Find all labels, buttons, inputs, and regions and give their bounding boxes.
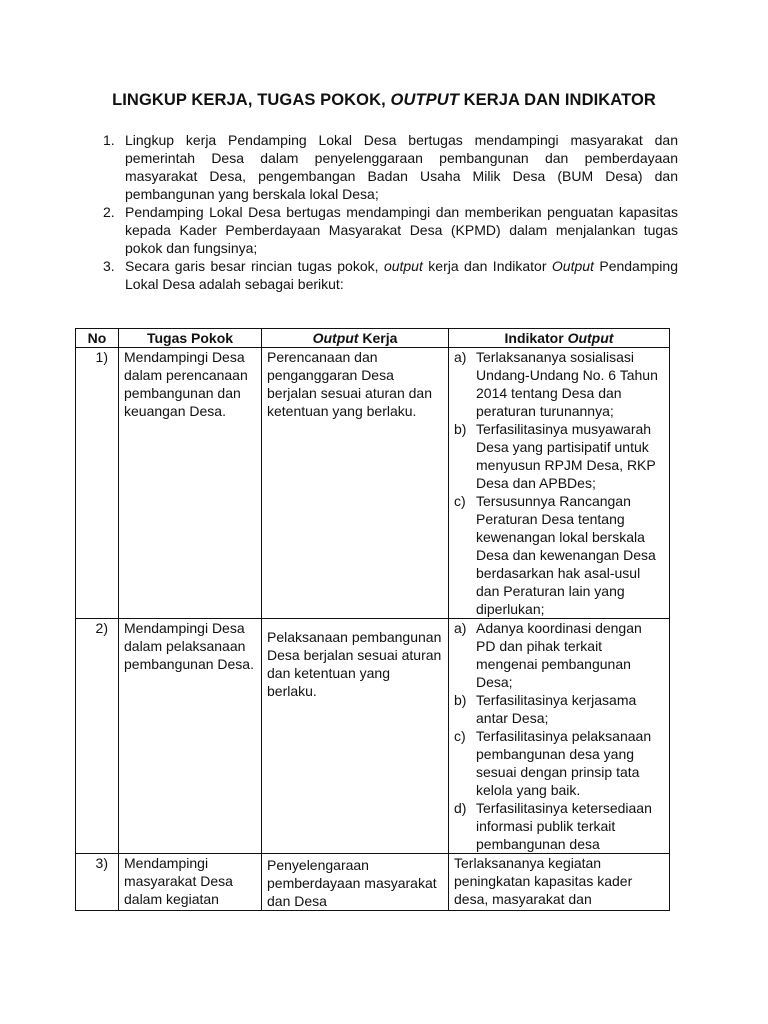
intro-item-2 <box>103 203 678 257</box>
indikator-cell <box>449 619 670 854</box>
intro-item-3 <box>103 257 678 293</box>
tugas-cell: Mendampingi Desa dalam perencanaan pembangunan dan keuangan Desa. <box>119 348 262 619</box>
table-row <box>76 854 670 911</box>
indikator-item: a) Terlaksananya sosialisasi Undang-Undang No. 6 Tahun 2014 tentang Desa dan peraturan turunannya; <box>454 349 658 419</box>
intro-item-text: Pendamping Lokal Desa bertugas mendampingi dan memberikan penguatan kapasitas kepada Kader Pemberdayaan Masyarakat Desa (KPMD) dalam menjalankan tugas pokok dan fungsinya; <box>125 204 678 256</box>
tugas-cell: Mendampingi Desa dalam pelaksanaan pembangunan Desa. <box>119 619 262 854</box>
indikator-item: c) Terfasilitasinya pelaksanaan pembangunan desa yang sesuai dengan prinsip tata kelola yang baik. <box>454 728 652 798</box>
intro-item-1 <box>103 131 678 203</box>
header-no: No <box>76 329 119 348</box>
intro-item-text: Lingkup kerja Pendamping Lokal Desa bertugas mendampingi masyarakat dan pemerintah Desa dalam penyelenggaraan pembangunan dan pemberdayaan masyarakat Desa, pengembangan Badan Usaha Milik Desa (BUM Desa) dan pembangunan yang berskala lokal Desa; <box>125 132 678 202</box>
table-header-row <box>76 329 670 348</box>
page-title: LINGKUP KERJA, TUGAS POKOK, OUTPUT KERJA DAN INDIKATOR <box>112 91 656 109</box>
header-output-kerja: Output Kerja <box>262 329 449 348</box>
intro-list <box>103 131 678 293</box>
table-row <box>76 619 670 854</box>
row-number: 1) <box>76 348 119 619</box>
output-cell: Perencanaan dan penganggaran Desa berjalan sesuai aturan dan ketentuan yang berlaku. <box>262 348 449 619</box>
indikator-item: b) Terfasilitasinya kerjasama antar Desa; <box>454 692 637 726</box>
indikator-item: a) Adanya koordinasi dengan PD dan pihak terkait mengenai pembangunan Desa; <box>454 620 642 690</box>
indikator-item: d) Terfasilitasinya ketersediaan informasi publik terkait pembangunan desa <box>454 800 652 852</box>
indikator-cell: Terlaksananya kegiatan peningkatan kapasitas kader desa, masyarakat dan <box>449 854 670 911</box>
indikator-cell <box>449 348 670 619</box>
tugas-cell: Mendampingi masyarakat Desa dalam kegiatan <box>119 854 262 911</box>
intro-item-number: 1. <box>103 132 115 148</box>
header-indikator-output: Indikator Output <box>449 329 670 348</box>
indikator-item: b) Terfasilitasinya musyawarah Desa yang partisipatif untuk menyusun RPJM Desa, RKP Desa dan APBDes; <box>454 421 656 491</box>
output-cell: Pelaksanaan pembangunan Desa berjalan sesuai aturan dan ketentuan yang berlaku. <box>262 619 449 854</box>
output-cell: Penyelengaraan pemberdayaan masyarakat dan Desa <box>262 854 449 911</box>
tasks-table <box>75 328 670 911</box>
intro-item-text: Secara garis besar rincian tugas pokok, output kerja dan Indikator Output Pendamping Lokal Desa adalah sebagai berikut: <box>125 258 678 292</box>
intro-item-number: 2. <box>103 204 115 220</box>
indikator-item: c) Tersusunnya Rancangan Peraturan Desa tentang kewenangan lokal berskala Desa dan kewenangan Desa berdasarkan hak asal-usul dan Peraturan lain yang diperlukan; <box>454 493 656 617</box>
header-tugas-pokok: Tugas Pokok <box>119 329 262 348</box>
row-number: 2) <box>76 619 119 854</box>
intro-item-number: 3. <box>103 258 115 274</box>
table-row <box>76 348 670 619</box>
row-number: 3) <box>76 854 119 911</box>
